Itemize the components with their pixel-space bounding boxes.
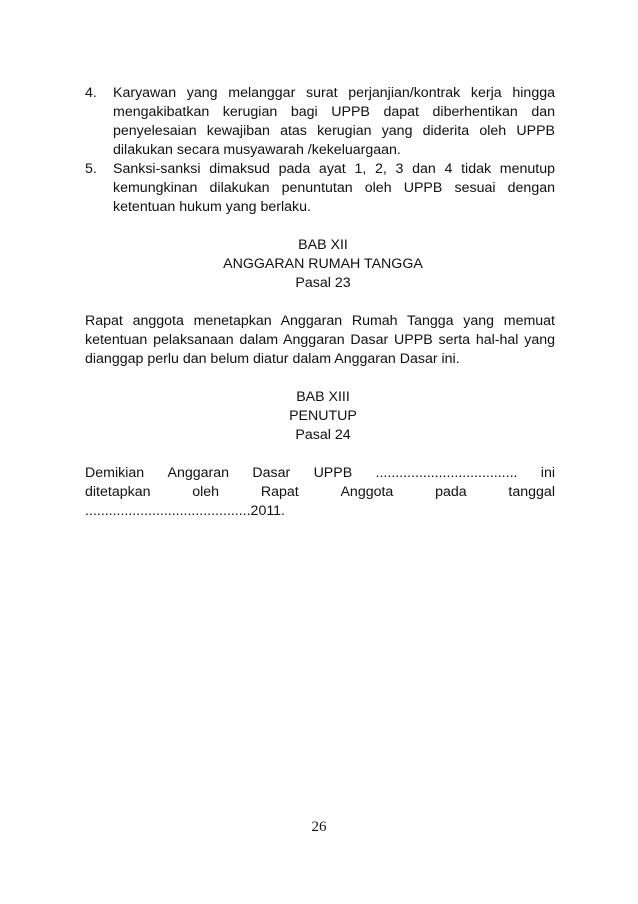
closing-statement bbox=[85, 464, 555, 521]
closing-word: tanggal bbox=[508, 484, 555, 500]
list-item bbox=[85, 84, 555, 160]
list-item-number: 5. bbox=[85, 161, 97, 177]
sanction-list bbox=[85, 84, 555, 217]
article-title: Pasal 23 bbox=[295, 275, 351, 291]
closing-line-2 bbox=[85, 483, 555, 502]
closing-word: ini bbox=[540, 465, 555, 481]
list-item-text: Karyawan yang melanggar surat perjanjian/kontrak kerja hingga mengakibatkan kerugian bagi UPPB dapat diberhentikan dan penyelesaian kewajiban atas kerugian yang diderita oleh UPPB dilakukan secara musyawarah /kekeluargaan. bbox=[113, 85, 555, 158]
closing-word: oleh bbox=[192, 484, 220, 500]
closing-line-1 bbox=[85, 464, 555, 483]
chapter-title: BAB XIII bbox=[296, 389, 350, 405]
chapter-heading-xii bbox=[85, 236, 555, 293]
closing-word: UPPB bbox=[313, 465, 353, 481]
list-item-text: Sanksi-sanksi dimaksud pada ayat 1, 2, 3 dan 4 tidak menutup kemungkinan dilakukan penuntutan oleh UPPB sesuai dengan ketentuan hukum yang berlaku. bbox=[113, 161, 555, 215]
closing-word: Anggota bbox=[340, 484, 394, 500]
closing-word: Dasar bbox=[252, 465, 291, 481]
closing-word: ditetapkan bbox=[85, 484, 151, 500]
page-number: 26 bbox=[311, 819, 327, 835]
list-item-number: 4. bbox=[85, 85, 97, 101]
closing-line-3: ..........................................2011. bbox=[85, 503, 286, 519]
chapter-title: BAB XII bbox=[298, 237, 348, 253]
closing-word: pada bbox=[435, 484, 467, 500]
list-item bbox=[85, 160, 555, 217]
chapter-heading-xiii bbox=[85, 388, 555, 445]
chapter-subtitle: ANGGARAN RUMAH TANGGA bbox=[223, 256, 423, 272]
closing-word: Anggaran bbox=[167, 465, 230, 481]
closing-word: Rapat bbox=[260, 484, 299, 500]
article-title: Pasal 24 bbox=[295, 427, 351, 443]
closing-dots: .................................... bbox=[375, 465, 518, 481]
closing-word: Demikian bbox=[85, 465, 145, 481]
chapter-subtitle: PENUTUP bbox=[289, 408, 357, 424]
page-body bbox=[85, 84, 555, 521]
article-23-paragraph: Rapat anggota menetapkan Anggaran Rumah Tangga yang memuat ketentuan pelaksanaan dalam Anggaran Dasar UPPB serta hal-hal yang dianggap perlu dan belum diatur dalam Anggaran Dasar ini. bbox=[85, 313, 555, 367]
